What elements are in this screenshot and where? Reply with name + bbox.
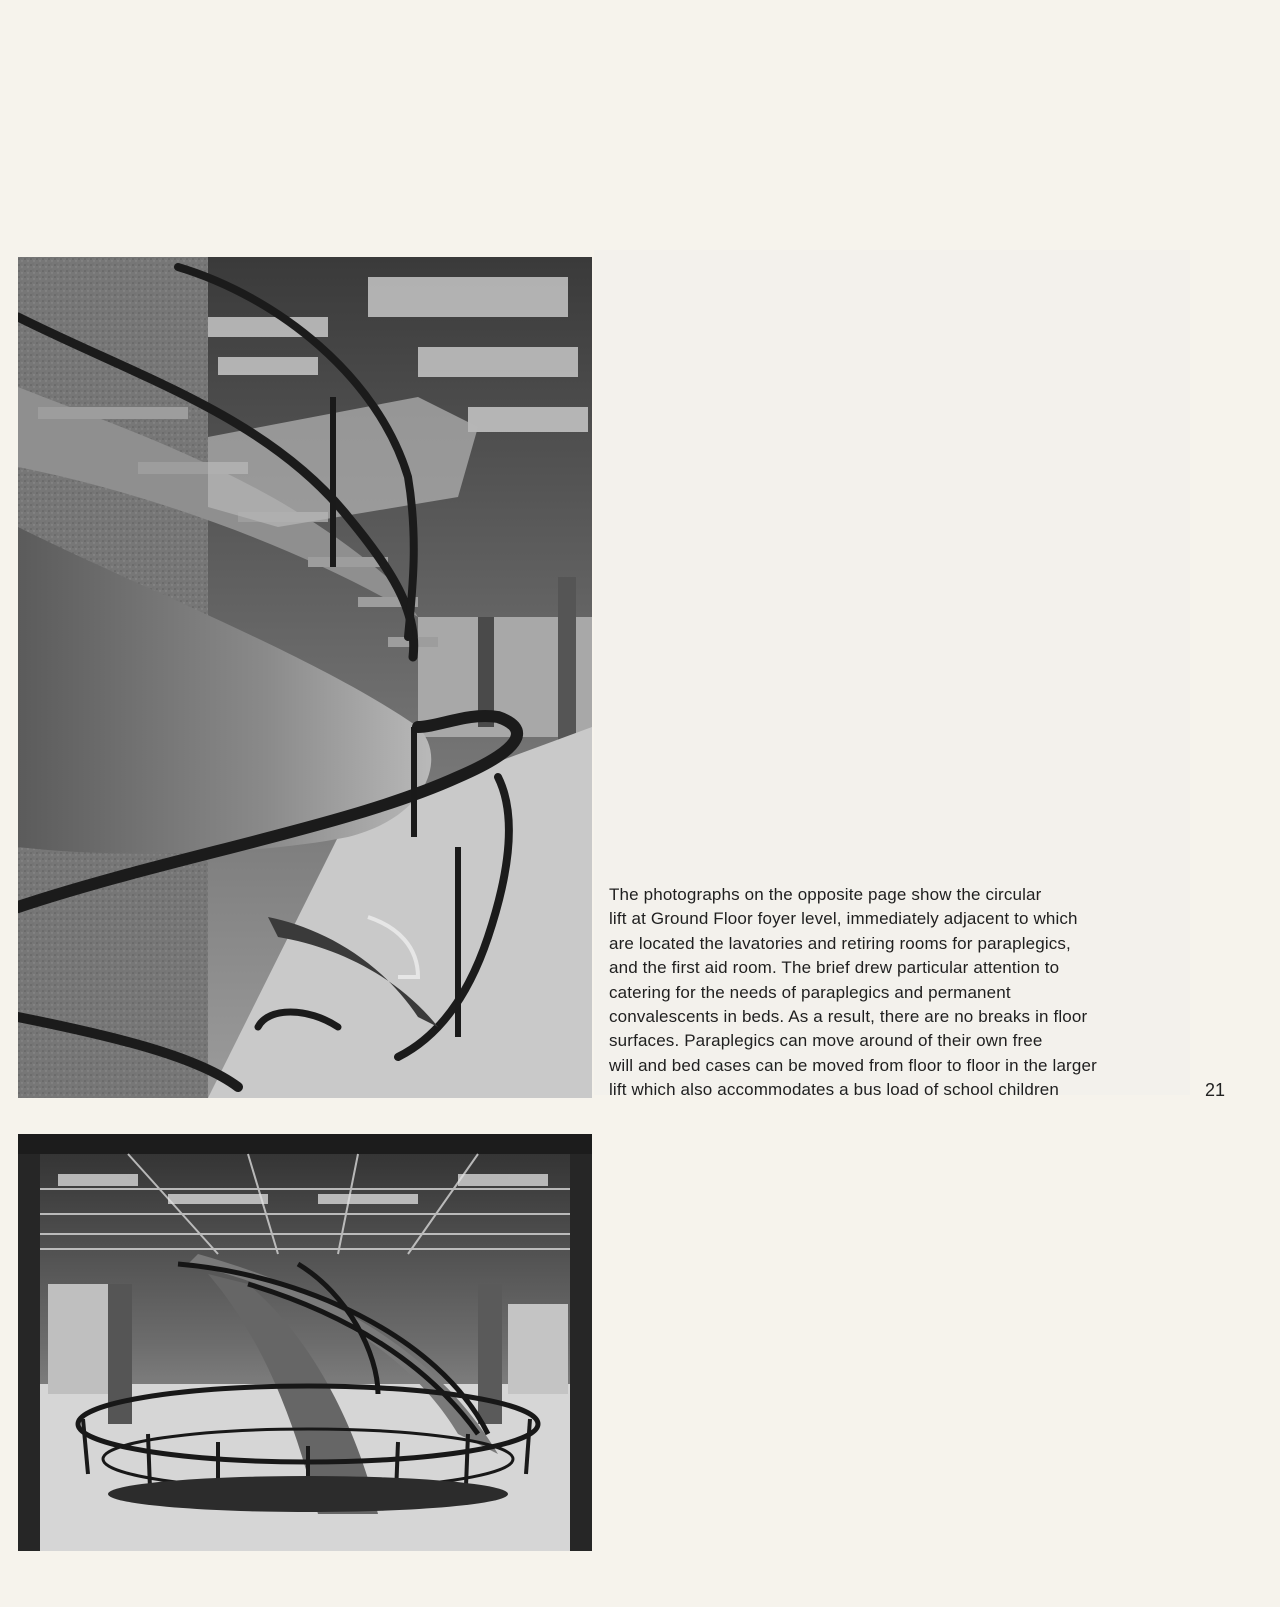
caption-line: are located the lavatories and retiring rooms for paraplegics, — [609, 933, 1071, 953]
caption-text — [609, 883, 1169, 1103]
photo-circular-lift-foyer — [18, 1134, 592, 1551]
caption-line: and the first aid room. The brief drew particular attention to — [609, 958, 1060, 978]
caption-line: The photographs on the opposite page show the circular — [609, 885, 1042, 904]
page-number: 21 — [1205, 1080, 1226, 1100]
caption-line: lift at Ground Floor foyer level, immediately adjacent to which — [609, 909, 1078, 929]
caption-line: will and bed cases can be moved from floor to floor in the larger — [609, 1055, 1097, 1075]
caption-line: surfaces. Paraplegics can move around of their own free — [609, 1031, 1043, 1051]
caption-line: convalescents in beds. As a result, there are no breaks in floor — [609, 1007, 1088, 1027]
photo-spiral-ramp — [18, 257, 592, 1098]
caption-line: catering for the needs of paraplegics and permanent — [609, 982, 1011, 1002]
caption-line: lift which also accommodates a bus load of school children — [609, 1080, 1059, 1100]
